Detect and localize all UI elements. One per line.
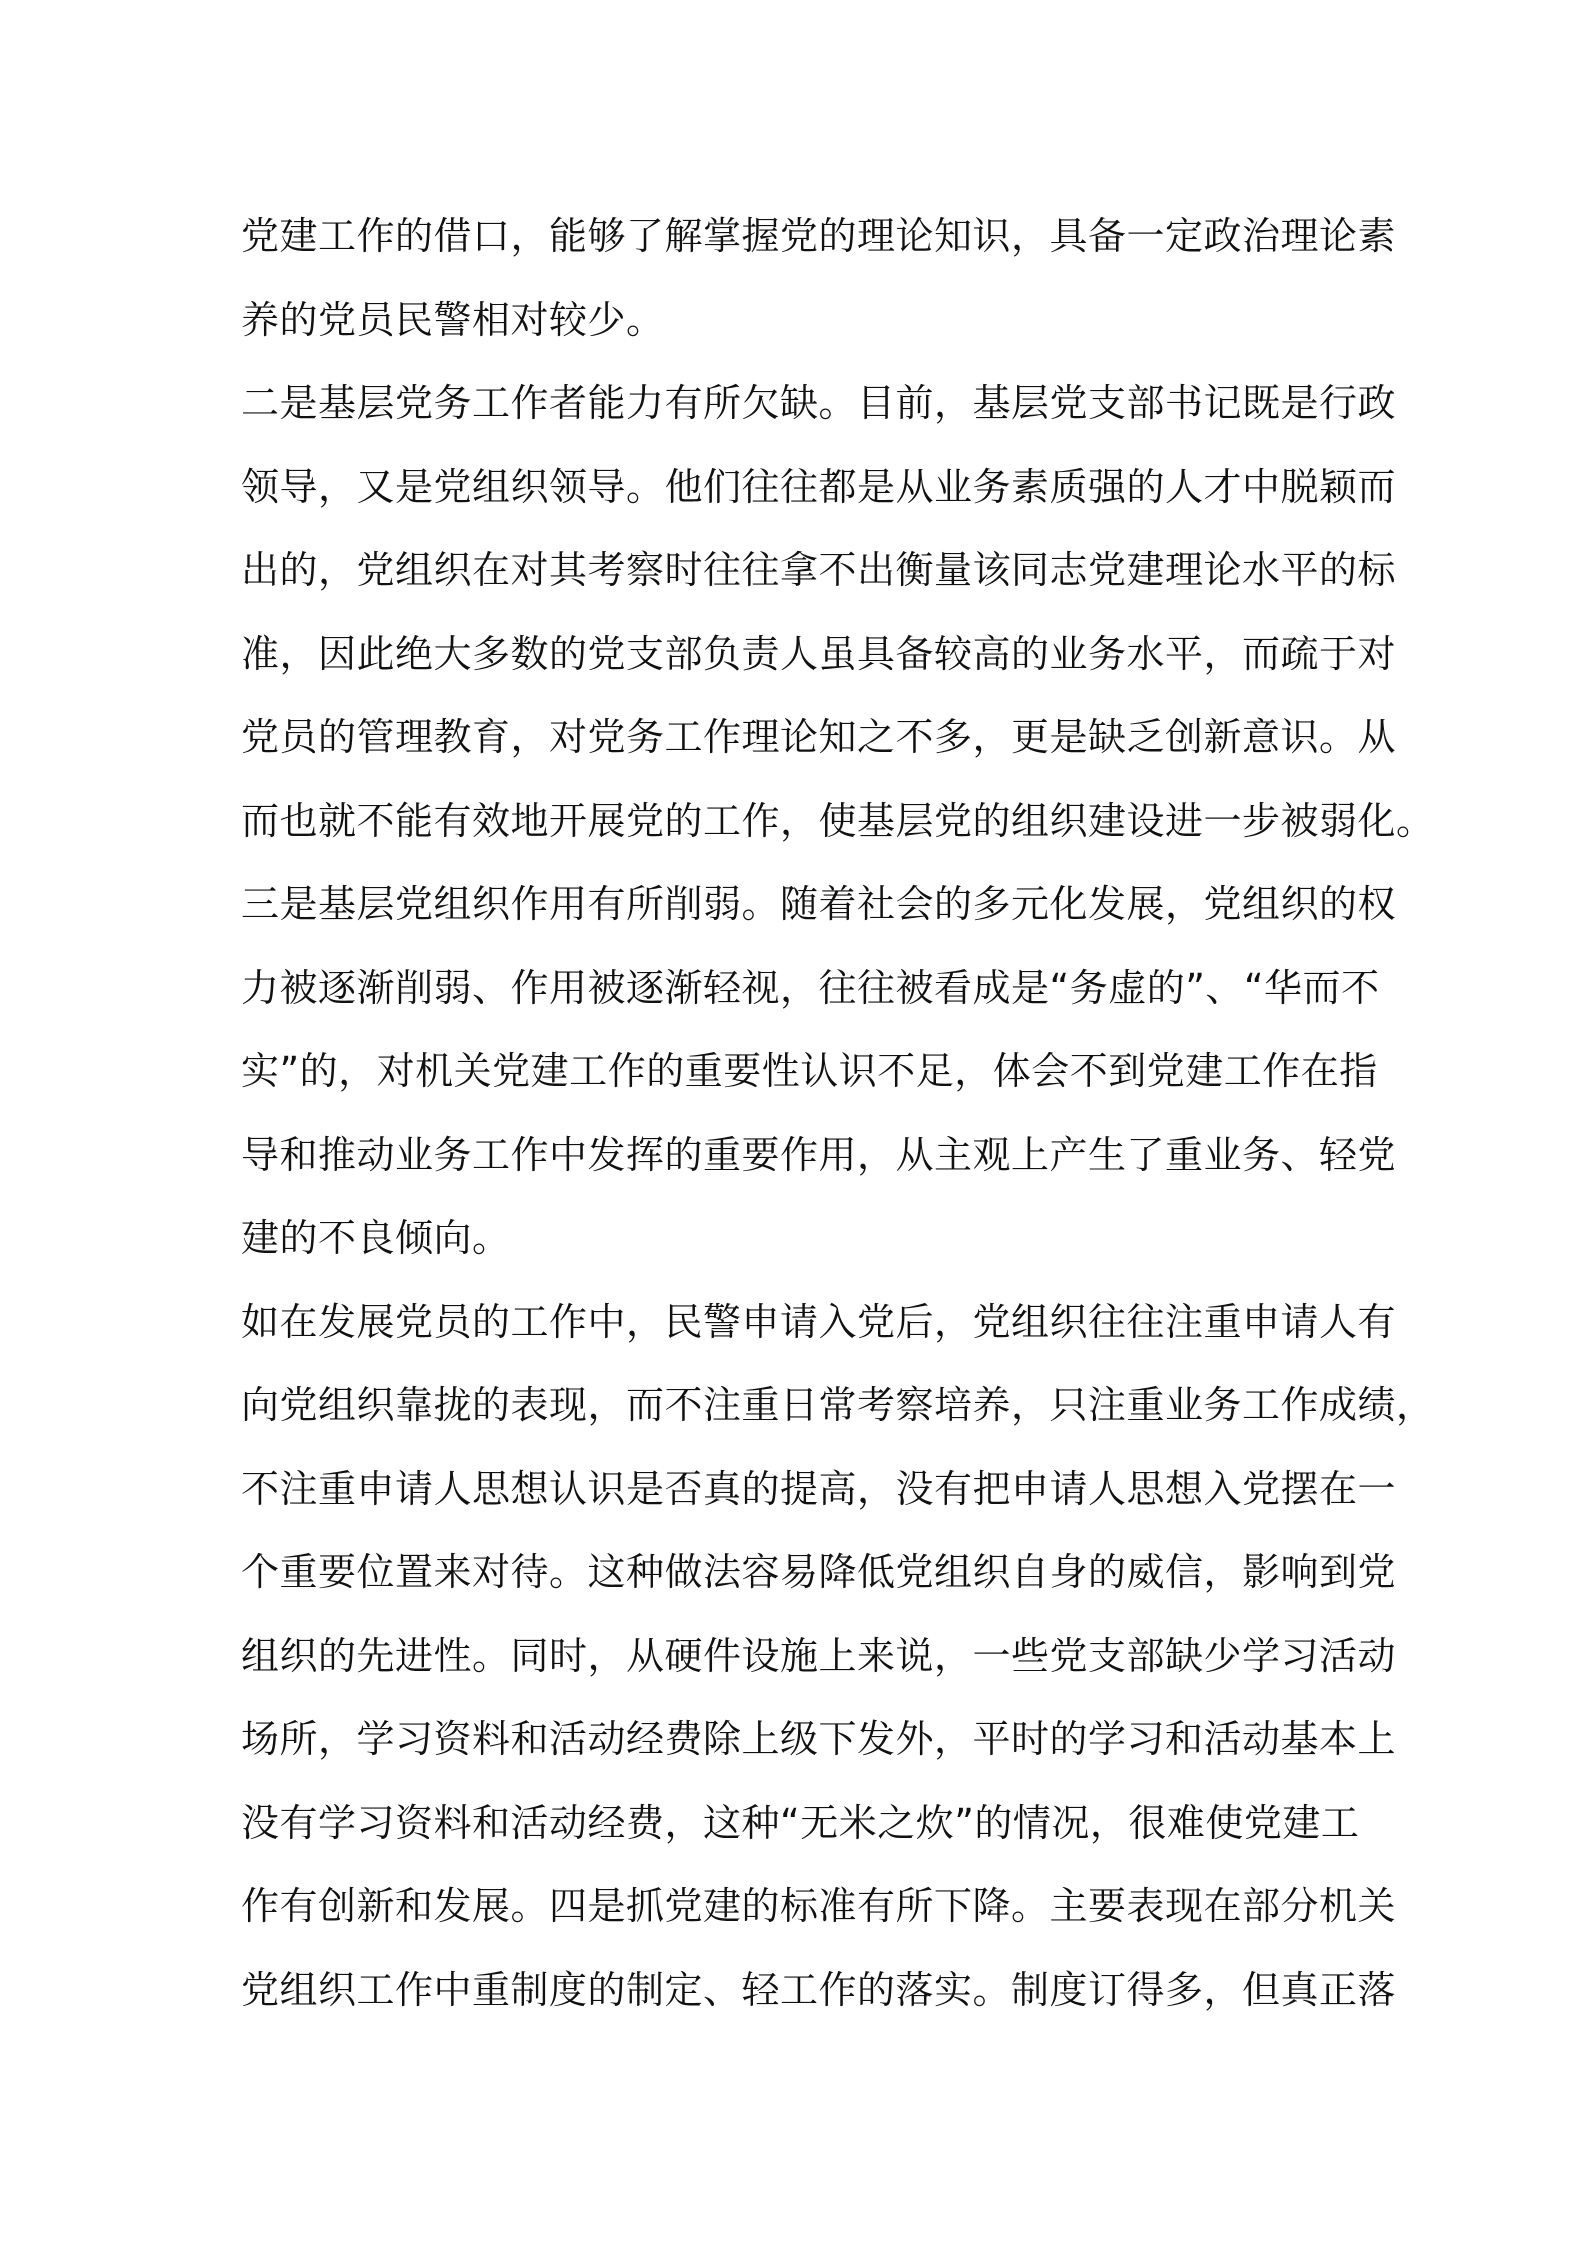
text-line: 领导，又是党组织领导。他们往往都是从业务素质强的人才中脱颖而	[241, 464, 1397, 509]
text-line: 个重要位置来对待。这种做法容易降低党组织自身的威信，影响到党	[241, 1550, 1397, 1594]
text-line: 党组织工作中重制度的制定、轻工作的落实。制度订得多，但真正落	[241, 1967, 1397, 2012]
text-line: 导和推动业务工作中发挥的重要作用，从主观上产生了重业务、轻党	[241, 1132, 1397, 1177]
text-line: 党员的管理教育，对党务工作理论知之不多，更是缺乏创新意识。从	[241, 715, 1397, 759]
text-line: 二是基层党务工作者能力有所欠缺。目前，基层党支部书记既是行政	[241, 381, 1397, 425]
text-line: 三是基层党组织作用有所削弱。随着社会的多元化发展，党组织的权	[241, 882, 1397, 926]
text-line: 党建工作的借口，能够了解掌握党的理论知识，具备一定政治理论素	[241, 214, 1397, 258]
text-line: 准，因此绝大多数的党支部负责人虽具备较高的业务水平，而疏于对	[241, 631, 1397, 676]
text-line: 场所，学习资料和活动经费除上级下发外，平时的学习和活动基本上	[241, 1717, 1397, 1761]
text-line: 如在发展党员的工作中，民警申请入党后，党组织往往注重申请人有	[241, 1299, 1397, 1344]
text-line: 作有创新和发展。四是抓党建的标准有所下降。主要表现在部分机关	[241, 1884, 1397, 1928]
text-line: 力被逐渐削弱、作用被逐渐轻视，往往被看成是“务虚的”、“华而不	[241, 965, 1380, 1010]
text-line: 没有学习资料和活动经费，这种“无米之炊”的情况，很难使党建工	[241, 1800, 1360, 1845]
body-text	[241, 195, 1435, 2032]
text-line: 组织的先进性。同时，从硬件设施上来说，一些党支部缺少学习活动	[241, 1633, 1397, 1678]
text-line: 出的，党组织在对其考察时往往拿不出衡量该同志党建理论水平的标	[241, 548, 1397, 592]
text-line: 向党组织靠拢的表现，而不注重日常考察培养，只注重业务工作成绩，	[241, 1383, 1435, 1427]
text-line: 不注重申请人思想认识是否真的提高，没有把申请人思想入党摆在一	[241, 1466, 1397, 1511]
text-line: 而也就不能有效地开展党的工作，使基层党的组织建设进一步被弱化。	[241, 798, 1435, 843]
text-line: 实”的，对机关党建工作的重要性认识不足，体会不到党建工作在指	[241, 1049, 1378, 1093]
text-line: 养的党员民警相对较少。	[241, 297, 665, 342]
text-line: 建的不良倾向。	[241, 1216, 511, 1260]
